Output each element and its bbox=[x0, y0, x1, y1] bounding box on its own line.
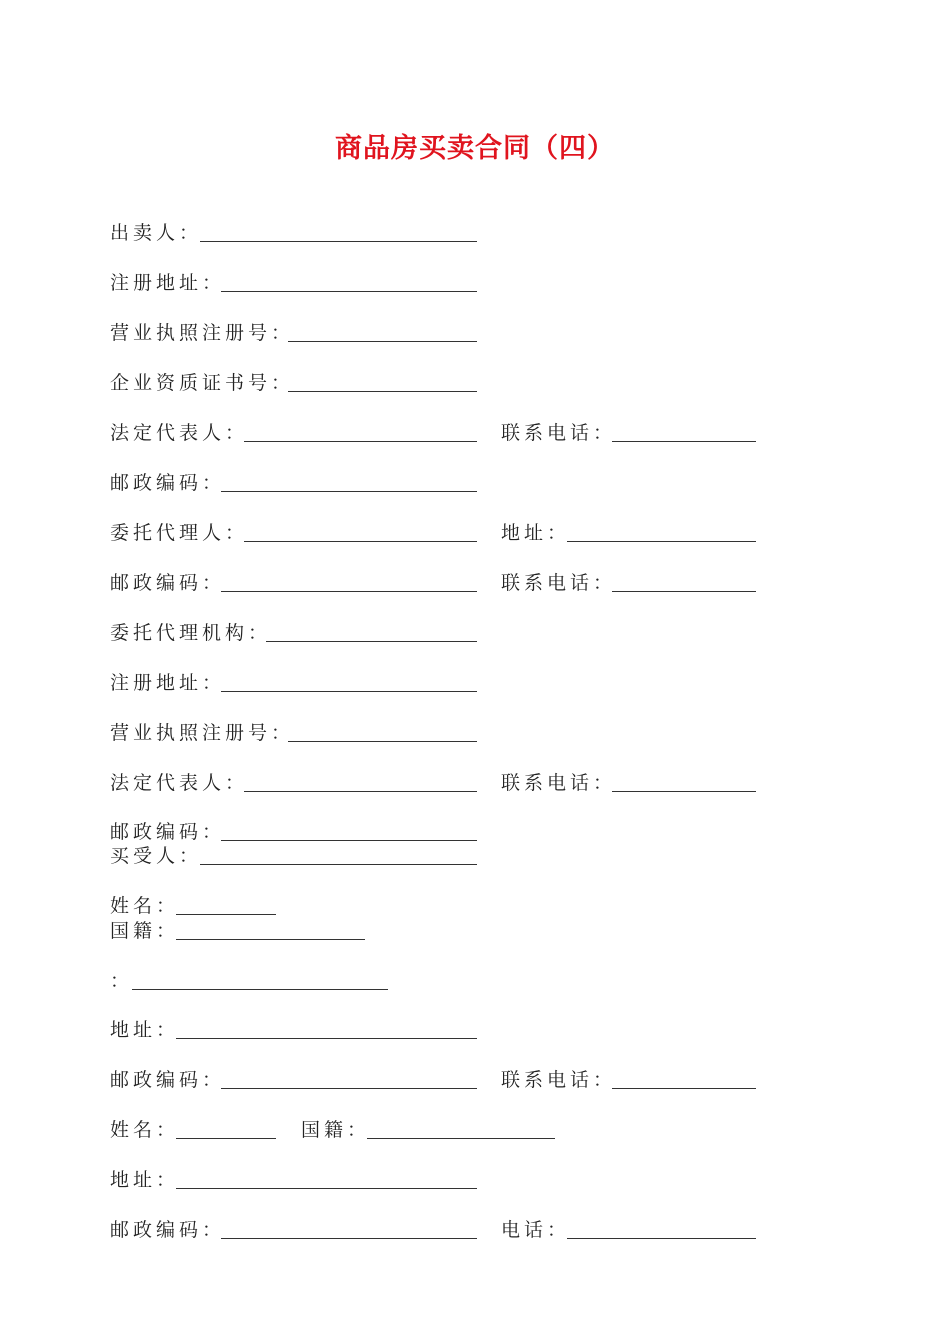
license-no-label: 营业执照注册号： bbox=[110, 322, 295, 344]
agent-postal-code-blank[interactable] bbox=[221, 591, 477, 592]
name-label: 姓名： bbox=[110, 895, 180, 917]
reg-address-blank[interactable] bbox=[221, 291, 477, 292]
agent-phone-label: 联系电话： bbox=[501, 572, 617, 594]
postal-code-label: 邮政编码： bbox=[110, 472, 226, 494]
agent-phone-blank[interactable] bbox=[612, 591, 756, 592]
blank-field[interactable] bbox=[132, 989, 388, 990]
blank-label: ： bbox=[110, 970, 134, 992]
address2-blank[interactable] bbox=[176, 1188, 477, 1189]
nationality2-blank[interactable] bbox=[367, 1138, 555, 1139]
buyer-phone-label: 联系电话： bbox=[501, 1069, 617, 1091]
postal-code-blank[interactable] bbox=[221, 491, 477, 492]
qualification-no-blank[interactable] bbox=[288, 391, 477, 392]
address2-label: 地址： bbox=[110, 1169, 180, 1191]
phone2-label: 电话： bbox=[501, 1219, 571, 1241]
buyer-phone-blank[interactable] bbox=[612, 1088, 756, 1089]
agency-postal-code-label: 邮政编码： bbox=[110, 821, 226, 843]
agency-license-no-label: 营业执照注册号： bbox=[110, 722, 295, 744]
agent-postal-code-label: 邮政编码： bbox=[110, 572, 226, 594]
license-no-blank[interactable] bbox=[288, 341, 477, 342]
postal-code2-blank[interactable] bbox=[221, 1238, 477, 1239]
agency-postal-code-blank[interactable] bbox=[221, 840, 477, 841]
seller-blank[interactable] bbox=[200, 241, 477, 242]
postal-code2-label: 邮政编码： bbox=[110, 1219, 226, 1241]
agency-label: 委托代理机构： bbox=[110, 622, 272, 644]
agent-address-blank[interactable] bbox=[567, 541, 756, 542]
address-blank[interactable] bbox=[176, 1038, 477, 1039]
nationality2-label: 国籍： bbox=[301, 1119, 371, 1141]
name2-blank[interactable] bbox=[176, 1138, 276, 1139]
buyer-postal-code-blank[interactable] bbox=[221, 1088, 477, 1089]
agency-phone-label: 联系电话： bbox=[501, 772, 617, 794]
buyer-label: 买受人： bbox=[110, 845, 203, 867]
agency-legal-rep-label: 法定代表人： bbox=[110, 772, 249, 794]
agency-phone-blank[interactable] bbox=[612, 791, 756, 792]
phone2-blank[interactable] bbox=[567, 1238, 756, 1239]
agency-license-no-blank[interactable] bbox=[288, 741, 477, 742]
agency-blank[interactable] bbox=[266, 641, 477, 642]
seller-label: 出卖人： bbox=[110, 222, 203, 244]
agent-blank[interactable] bbox=[244, 541, 477, 542]
phone-label: 联系电话： bbox=[501, 422, 617, 444]
name-blank[interactable] bbox=[176, 914, 276, 915]
phone-blank[interactable] bbox=[612, 441, 756, 442]
nationality-blank[interactable] bbox=[176, 939, 365, 940]
agent-address-label: 地址： bbox=[501, 522, 571, 544]
legal-rep-label: 法定代表人： bbox=[110, 422, 249, 444]
agency-reg-address-label: 注册地址： bbox=[110, 672, 226, 694]
buyer-blank[interactable] bbox=[200, 864, 477, 865]
agency-legal-rep-blank[interactable] bbox=[244, 791, 477, 792]
nationality-label: 国籍： bbox=[110, 920, 180, 942]
agency-reg-address-blank[interactable] bbox=[221, 691, 477, 692]
agent-label: 委托代理人： bbox=[110, 522, 249, 544]
reg-address-label: 注册地址： bbox=[110, 272, 226, 294]
document-title: 商品房买卖合同（四） bbox=[335, 133, 615, 164]
name2-label: 姓名： bbox=[110, 1119, 180, 1141]
address-label: 地址： bbox=[110, 1019, 180, 1041]
legal-rep-blank[interactable] bbox=[244, 441, 477, 442]
qualification-no-label: 企业资质证书号： bbox=[110, 372, 295, 394]
buyer-postal-code-label: 邮政编码： bbox=[110, 1069, 226, 1091]
